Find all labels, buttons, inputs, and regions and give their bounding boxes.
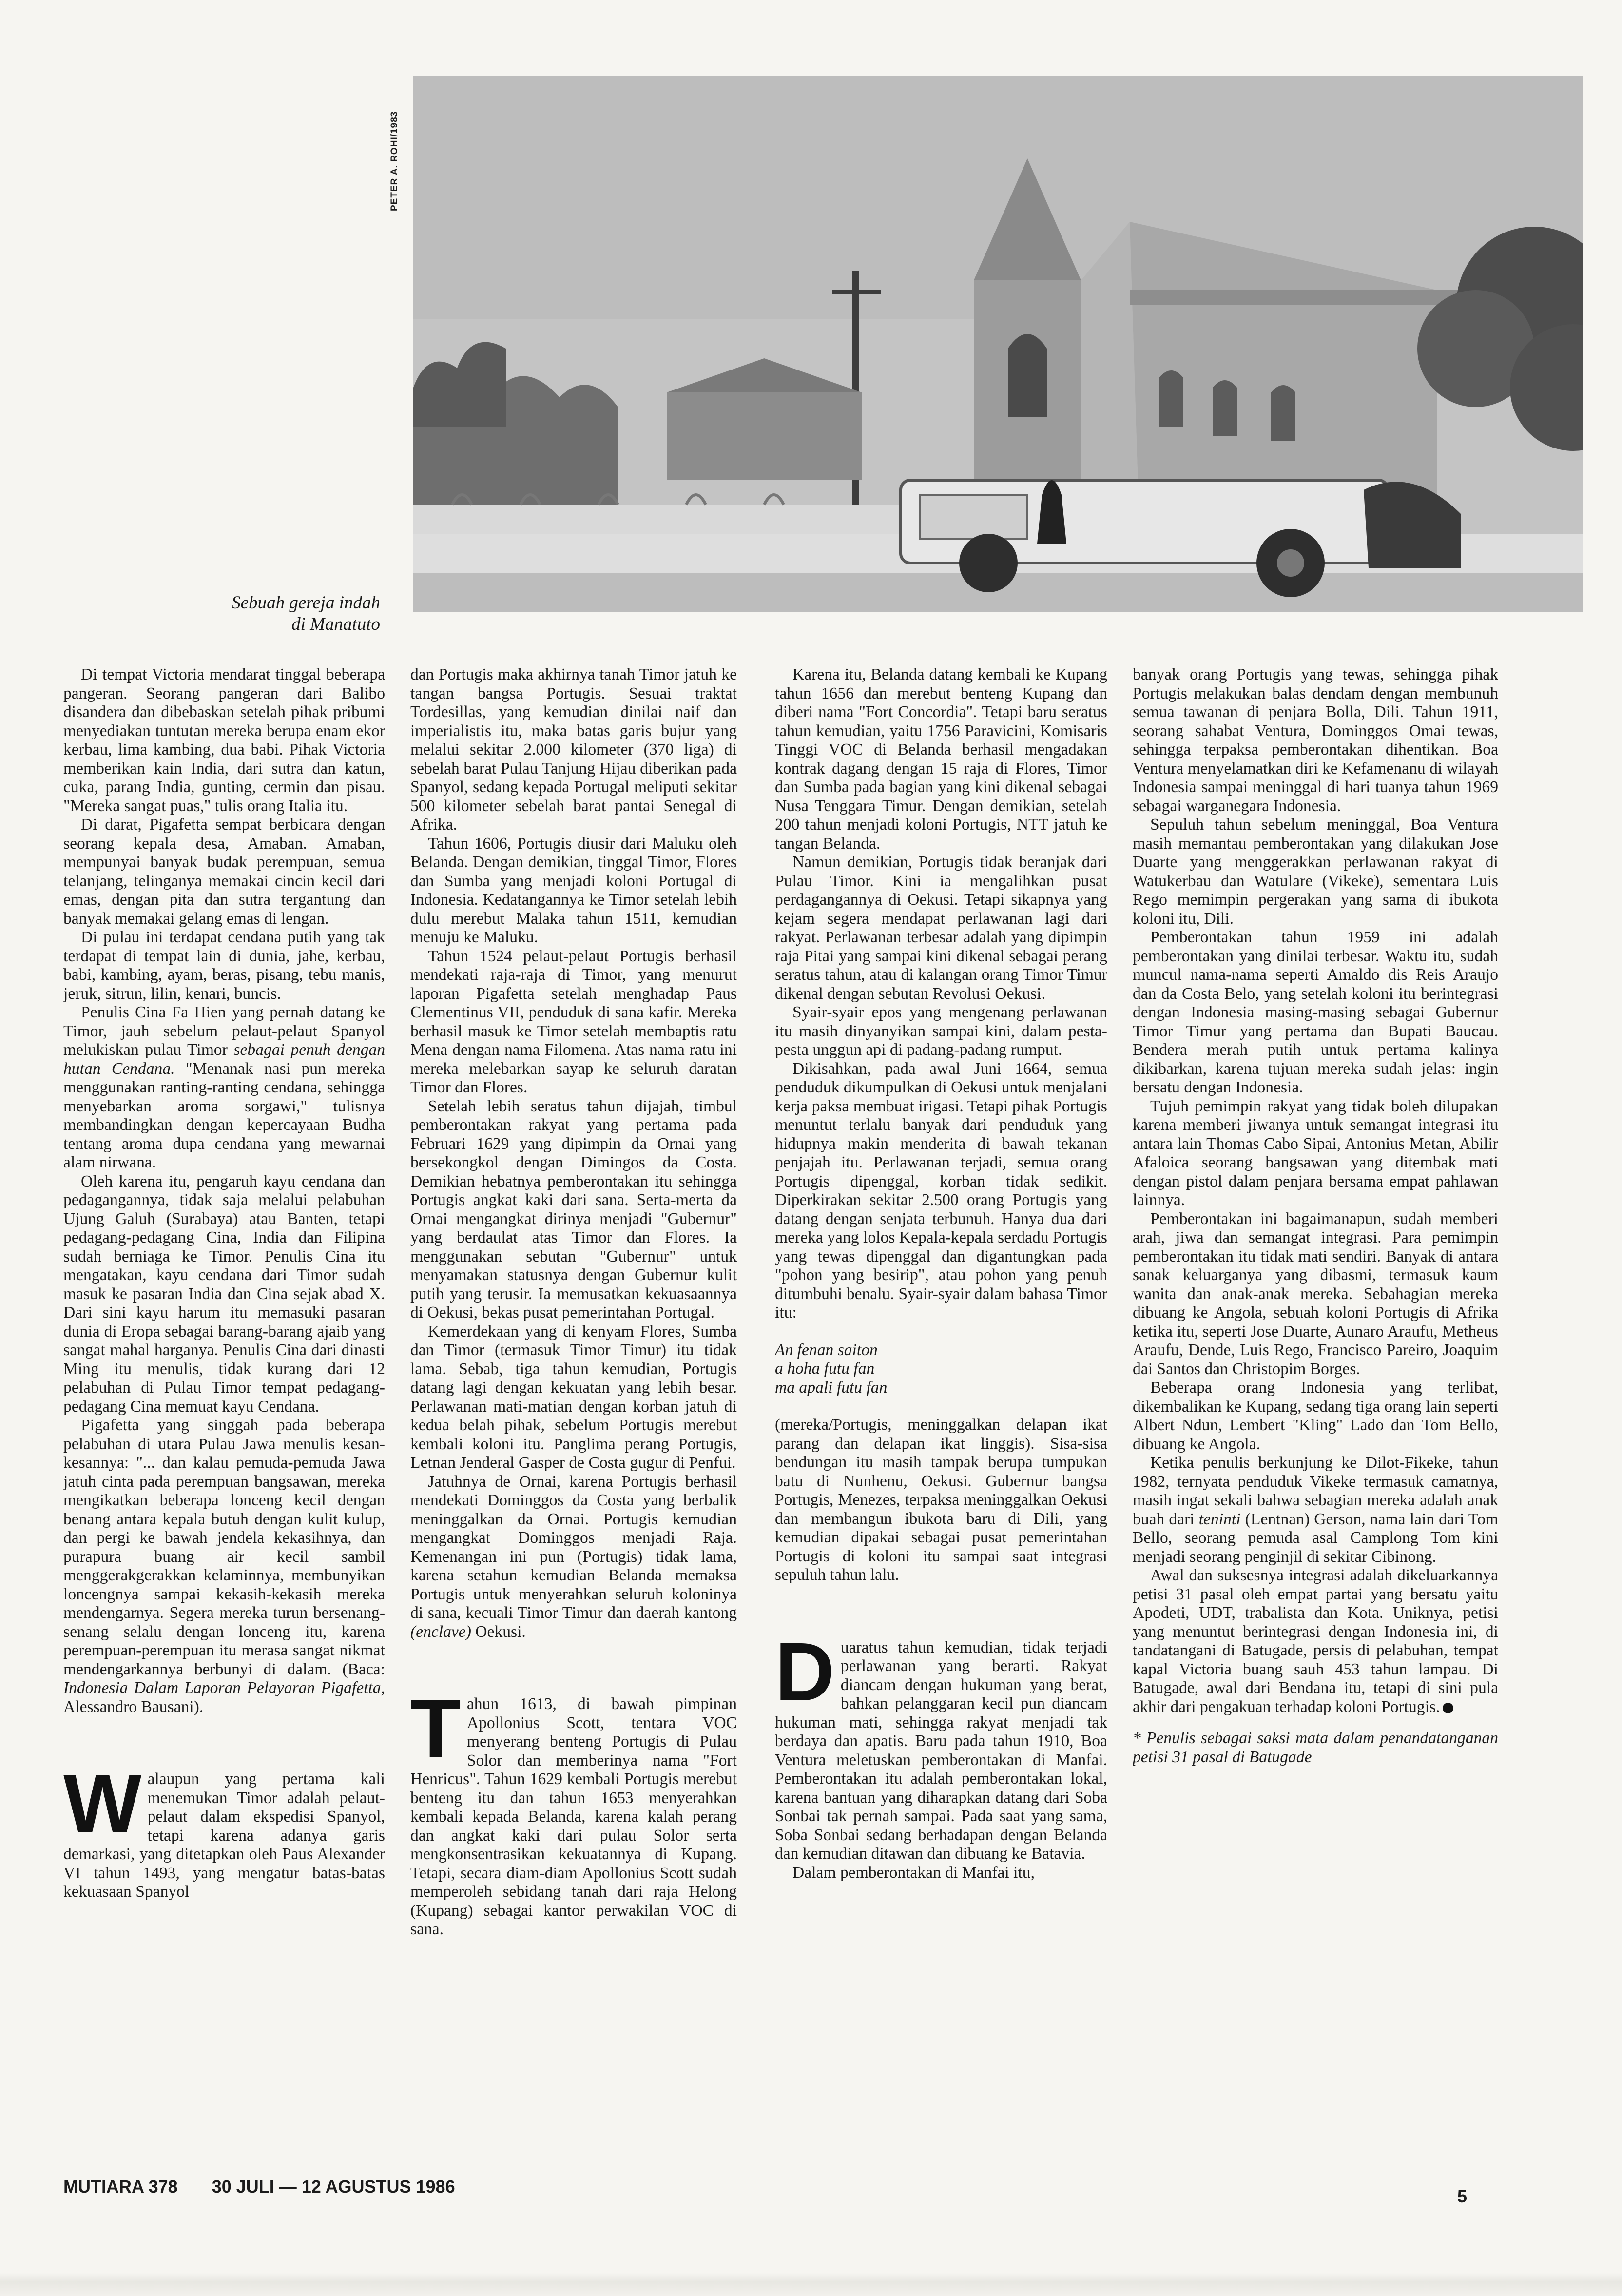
paragraph (1133, 1454, 1498, 1566)
paragraph: (mereka/Portugis, meninggalkan delapan ikat parang dan delapan ikat linggis). Sisa-sisa bendungan itu masih tampak berupa tumpukan batu di Nunhenu, Oekusi. Gubernur bangsa Portugis, Menezes, terpaksa meninggalkan Oekusi dan membangun ibukota baru di Dili, yang kemudian dipakai sebagai pusat pemerintahan Portugis di koloni itu sampai saat integrasi sepuluh tahun lalu. (775, 1416, 1107, 1584)
text-run: (Lentnan) Gerson, nama lain dari Tom Bello, seorang pemuda asal Camplong Tom kini menjadi seorang penginjil di sekitar Cibinong. (1133, 1510, 1498, 1566)
article-column-1 (63, 665, 385, 2157)
drop-cap: W (63, 1757, 142, 1850)
italic-run: Indonesia Dalam Laporan Pelayaran Pigafetta, (63, 1679, 385, 1697)
text-run: Ketika penulis berkunjung ke Dilot-Fikeke, tahun 1982, ternyata penduduk Vikeke termasuk camatnya, masih ingat sekali bahwa sebagian mereka adalah anak buah dari (1133, 1454, 1498, 1528)
paragraph: Dikisahkan, pada awal Juni 1664, semua penduduk dikumpulkan di Oekusi untuk menjalani kerja paksa membuat irigasi. Tetapi pihak Portugis menuntut terlalu banyak dari penduduk yang hidupnya makin menderita di bawah tekanan penjajah itu. Perlawanan terjadi, semua orang Portugis dipenggal, korban tidak sedikit. Diperkirakan sekitar 2.500 orang Portugis yang datang dengan senjata terbunuh. Hanya dua dari mereka yang lolos Kepala-kepala serdadu Portugis yang tewas dipenggal dan digantungkan pada "pohon yang besirip", atau pohon yang penuh ditumbuhi benalu. Syair-syair dalam bahasa Timor itu: (775, 1059, 1107, 1322)
poem-line: ma apali futu fan (775, 1378, 888, 1397)
caption-line-1: Sebuah gereja indah (232, 593, 380, 613)
scan-edge (0, 2273, 1622, 2296)
paragraph: Beberapa orang Indonesia yang terlibat, dikembalikan ke Kupang, sedang tiga orang lain seperti Albert Ndun, Lembert "Kling" Lado dan Tom Bello, dibuang ke Angola. (1133, 1379, 1498, 1453)
paragraph: Di tempat Victoria mendarat tinggal beberapa pangeran. Seorang pangeran dari Balibo disandera dan dibebaskan setelah pihak pribumi menyediakan tuntutan mereka berupa enam ekor kerbau, lima kambing, dua babi. Pihak Victoria memberikan kain India, dari sutra dan katun, cuka, parang India, gunting, cermin dan pisau. "Mereka sangat puas," tulis orang Italia itu. (63, 665, 385, 815)
caption-line-2: di Manatuto (291, 614, 380, 634)
paragraph: Tahun 1606, Portugis diusir dari Maluku oleh Belanda. Dengan demikian, tinggal Timor, Flores dan Sumba yang menjadi koloni Portugal di Indonesia. Kedatangannya ke Timor setelah lebih dulu merebut Malaka tahun 1511, kemudian menuju ke Maluku. (410, 834, 737, 946)
paragraph (63, 1003, 385, 1172)
text-run: uaratus tahun kemudian, tidak terjadi perlawanan yang berarti. Rakyat diancam dengan hukuman yang berat, bahkan pelanggaran kecil pun diancam hukuman mati, sehingga rakyat menjadi tak berdaya dan apatis. Baru pada tahun 1910, Boa Ventura meletuskan pemberontakan di Manfai. Pemberontakan itu adalah pemberontakan lokal, karena bantuan yang diharapkan datang dari Soba Sonbai tak pernah sampai. Pada saat yang sama, Soba Sonbai sedang berhadapan dengan Belanda dan kemudian ditawan dan dibuang ke Batavia. (775, 1638, 1107, 1863)
poem-line: a hoha futu fan (775, 1360, 875, 1378)
poem (775, 1341, 1107, 1398)
text-run: alaupun yang pertama kali menemukan Timor adalah pelaut-pelaut dalam ekspedisi Spanyol, tetapi karena adanya garis demarkasi, yang ditetapkan oleh Paus Alexander VI tahun 1493, yang mengatur batas-batas kekuasaan Spanyol (63, 1770, 385, 1901)
italic-run: sebagai penuh dengan hutan Cendana. (63, 1041, 385, 1078)
paragraph (410, 1473, 737, 1642)
text-run: ahun 1613, di bawah pimpinan Apollonius Scott, tentara VOC menyerang benteng Portugis di Pulau Solor dan memberinya nama "Fort Henricus". Tahun 1629 kembali Portugis merebut benteng itu dan tahun 1653 menyerahkan kembali kepada Belanda, karena kalah perang dan angkat kaki dari pulau Solor serta mengkonsentrasikan kekuatannya di Kupang. Tetapi, secara diam-diam Apollonius Scott sudah memperoleh sebidang tanah dari raja Helong (Kupang) sebagai kantor perwakilan VOC di sana. (410, 1695, 737, 1938)
paragraph-dropcap (63, 1757, 385, 1902)
paragraph-dropcap (775, 1625, 1107, 1864)
text-run: Penulis Cina Fa Hien yang pernah datang ke Timor, jauh sebelum pelaut-pelaut Spanyol melukiskan pulau Timor (63, 1003, 385, 1059)
text-run: Pigafetta yang singgah pada beberapa pelabuhan di utara Pulau Jawa menulis kesan-kesannya: "... dan kalau pemuda-pemuda Jawa jatuh cinta pada perempuan bangsawan, mereka mengikatkan beberapa lonceng kecil dengan benang antara kepala butuh dengan kulit kulup, dan pergi ke bawah jendela kekasihnya, dan purapura buang air kecil sambil menggerakgerakkan kelaminnya, membunyikan loncengnya sampai kekasih-kekasih mereka mendengarnya. Segera mereka turun bersenang-senang selalu dengan lonceng itu, karena perempuan-perempuan itu merasa sangat nikmat mendengarkannya berbunyi di dalam. (Baca: (63, 1416, 385, 1678)
paragraph: Tahun 1524 pelaut-pelaut Portugis berhasil mendekati raja-raja di Timor, yang menurut laporan Pigafetta setelah menghadap Paus Clementinus VII, penduduk di sana kafir. Mereka berhasil masuk ke Timor setelah membaptis ratu Mena dengan nama Filomena. Atas nama ratu ini mereka melebarkan sayap ke seluruh daratan Timor dan Flores. (410, 947, 737, 1096)
page-footer (63, 2177, 484, 2197)
paragraph: Kemerdekaan yang di kenyam Flores, Sumba dan Timor (termasuk Timor Timur) itu tidak lama. Sebab, tiga tahun kemudian, Portugis datang lagi dengan kekuatan yang lebih besar. Perlawanan mati-matian dengan korban jatuh di kedua belah pihak, sebelum Portugis merebut kembali koloni itu. Panglima perang Portugis, Letnan Jenderal Gasper de Costa gugur di Penfui. (410, 1322, 737, 1472)
paragraph: banyak orang Portugis yang tewas, sehingga pihak Portugis melakukan balas dendam dengan membunuh semua tawanan di penjara Bolla, Dili. Tahun 1911, seorang sahabat Ventura, Dominggos Omai tewas, sehingga terpaksa pemberontakan dihentikan. Boa Ventura menyelamatkan diri ke Kefamenanu di wilayah Indonesia sampai meninggal di hari tuanya tahun 1969 sebagai warganegara Indonesia. (1133, 665, 1498, 815)
paragraph: dan Portugis maka akhirnya tanah Timor jatuh ke tangan bangsa Portugis. Sesuai traktat Tordesillas, yang kemudian dinilai naif dan imperialistis itu, maka batas garis bujur yang melalui sekitar 2.000 kilometer (370 liga) di sebelah barat Pulau Tanjung Hijau diberikan pada Spanyol, sedang kepada Portugal meliputi sekitar 500 kilometer sebelah barat pantai Senegal di Afrika. (410, 665, 737, 834)
paragraph: Di pulau ini terdapat cendana putih yang tak terdapat di tempat lain di dunia, jahe, kerbau, babi, kambing, ayam, beras, pisang, tebu manis, jeruk, sitrun, lilin, kenari, buncis. (63, 928, 385, 1003)
paragraph: Karena itu, Belanda datang kembali ke Kupang tahun 1656 dan merebut benteng Kupang dan diberi nama "Fort Concordia". Tetapi baru seratus tahun kemudian, yaitu 1756 Paravicini, Komisaris Tinggi VOC di Belanda berhasil mengadakan kontrak dagang dengan 15 raja di Flores, Timor dan Sumba pada bagian yang kini dikenal sebagai Nusa Tenggara Timur. Dengan demikian, setelah 200 tahun menjadi koloni Portugis, NTT jatuh ke tangan Belanda. (775, 665, 1107, 853)
church-photo (413, 76, 1583, 612)
paragraph: Pemberontakan tahun 1959 ini adalah pemberontakan yang dinilai terbesar. Waktu itu, sudah muncul nama-nama seperti Amaldo dis Reis Araujo dan da Costa Belo, yang setelah koloni itu berintegrasi dengan Indonesia masing-masing sebagai Gubernur Timor Timur yang pertama dan Bupati Baucau. Bendera merah putih untuk pertama kalinya dikibarkan, karena tujuan mereka sudah jelas: ingin bersatu dengan Indonesia. (1133, 928, 1498, 1096)
paragraph (63, 1416, 385, 1716)
paragraph: Syair-syair epos yang mengenang perlawanan itu masih dinyanyikan sampai kini, dalam pesta-pesta unggun api di padang-padang rumput. (775, 1003, 1107, 1059)
end-mark-icon (1443, 1703, 1453, 1713)
paragraph (1133, 1566, 1498, 1716)
text-run: Awal dan suksesnya integrasi adalah dikeluarkannya petisi 31 pasal oleh empat partai yang bersatu yaitu Apodeti, UDT, trabalista dan Kota. Uniknya, petisi yang menuntut berintegrasi dengan Indonesia ini, di tandatangani di Batugade, persis di pelabuhan, tempat kapal Victoria buang sauh 453 tahun lampau. Di Batugade, awal dari Bendana itu, tetapi di sini pula akhir dari pengakuan terhadap koloni Portugis. (1133, 1566, 1498, 1716)
text-run: "Menanak nasi pun mereka menggunakan ranting-ranting cendana, sehingga menyebarkan aroma sorgawi," tulisnya membandingkan dengan kepercayaan Budha tentang aroma dupa cendana yang mewarnai alam nirwana. (63, 1059, 385, 1171)
paragraph: Dalam pemberontakan di Manfai itu, (792, 1863, 1035, 1882)
magazine-issue: MUTIARA 378 (63, 2177, 178, 2197)
paragraph: Di darat, Pigafetta sempat berbicara dengan seorang kepala desa, Amaban. Amaban, mempunyai banyak budak perempuan, semua telanjang, telinganya memakai cincin kecil dari emas, dengan pita dan sutra tergantung dan banyak memakai gelang emas di lengan. (63, 816, 385, 928)
text-run: Alessandro Bausani). (63, 1697, 204, 1716)
paragraph: Tujuh pemimpin rakyat yang tidak boleh dilupakan karena memberi jiwanya untuk semangat integrasi itu antara lain Thomas Cabo Sipai, Antonius Metan, Abilir Afaloica seorang bangsawan yang ditembak mati dengan pistol dalam penjara bersama empat pahlawan lainnya. (1133, 1097, 1498, 1209)
paragraph-dropcap (410, 1682, 737, 1939)
author-footnote: * Penulis sebagai saksi mata dalam penandatanganan petisi 31 pasal di Batugade (1133, 1729, 1498, 1766)
italic-run: (enclave) (410, 1622, 471, 1641)
text-run: Oekusi. (471, 1622, 526, 1641)
italic-run: teninti (1198, 1510, 1241, 1528)
photo-caption (146, 592, 380, 635)
article-column-3 (775, 665, 1107, 2157)
issue-dates: 30 JULI — 12 AGUSTUS 1986 (212, 2177, 455, 2197)
drop-cap: T (410, 1682, 461, 1775)
drop-cap: D (775, 1625, 835, 1718)
text-run: Jatuhnya de Ornai, karena Portugis berhasil mendekati Dominggos da Costa yang berbalik meninggalkan da Ornai. Portugis kemudian mengangkat Dominggos menjadi Raja. Kemenangan ini pun (Portugis) tidak lama, karena setahun kemudian Belanda memaksa Portugis untuk menyerahkan seluruh koloninya di sana, kecuali Timor Timur dan daerah kantong (410, 1472, 737, 1622)
paragraph: Sepuluh tahun sebelum meninggal, Boa Ventura masih memantau pemberontakan yang dilakukan Jose Duarte yang menggerakkan perlawanan rakyat di Watukerbau dan Watulare (Vikeke), sementara Luis Rego memimpin pergerakan yang sama di ibukota koloni itu, Dili. (1133, 816, 1498, 928)
church-illustration (413, 76, 1583, 612)
paragraph: Oleh karena itu, pengaruh kayu cendana dan pedagangannya, tidak saja melalui pelabuhan Ujung Galuh (Surabaya) atau Banten, tetapi pedagang-pedagang Cina, India dan Filipina sudah berniaga ke Timor. Penulis Cina itu mengatakan, kayu cendana dari Timor sudah masuk ke pasaran India dan Cina sejak abad X. Dari sini kayu harum itu memasuki pasaran dunia di Eropa sebagai barang-barang ajaib yang sangat mahal harganya. Penulis Cina dari dinasti Ming itu menulis, tidak kurang dari 12 pelabuhan di Pulau Timor tempat pedagang-pedagang Cina memuat kayu Cendana. (63, 1172, 385, 1416)
page-number: 5 (1457, 2186, 1468, 2206)
photo-credit: PETER A. ROHI/1983 (389, 111, 400, 211)
poem-line: An fenan saiton (775, 1341, 878, 1359)
paragraph: Namun demikian, Portugis tidak beranjak dari Pulau Timor. Kini ia mengalihkan pusat perdagangannya di Oekusi. Tetapi sikapnya yang kejam segera mendapat perlawanan lagi dari rakyat. Perlawanan terbesar adalah yang dipimpin raja Pitai yang sampai kini dikenal sebagai perang seratus tahun, atau di kalangan orang Timor Timur dikenal dengan sebutan Revolusi Oekusi. (775, 853, 1107, 1003)
article-column-4 (1133, 665, 1498, 2157)
paragraph: Setelah lebih seratus tahun dijajah, timbul pemberontakan rakyat yang pertama pada Februari 1629 yang dipimpin da Ornai yang bersekongkol dengan Dimingos da Costa. Demikian hebatnya pemberontakan itu sehingga Portugis angkat kaki dari sana. Serta-merta da Ornai mengangkat dirinya menjadi "Gubernur" yang berdaulat atas Timor dan Flores. Ia menggunakan sebutan "Gubernur" untuk menyamakan statusnya dengan Gubernur kulit putih yang terusir. Ia memusatkan kekuasaannya di Oekusi, bekas pusat pemerintahan Portugal. (410, 1097, 737, 1322)
paragraph: Pemberontakan ini bagaimanapun, sudah memberi arah, jiwa dan semangat integrasi. Para pemimpin pemberontakan itu tidak mati sendiri. Banyak di antara sanak keluarganya yang dibasmi, termasuk kaum wanita dan anak-anak mereka. Sebahagian mereka dibuang ke Angola, sebuah koloni Portugis di Afrika ketika itu, seperti Jose Duarte, Aunaro Araufu, Metheus Araufu, Dende, Luis Rego, Francisco Pareiro, Joaquim dai Santos dan Christopim Borges. (1133, 1209, 1498, 1378)
article-column-2 (410, 665, 737, 2157)
